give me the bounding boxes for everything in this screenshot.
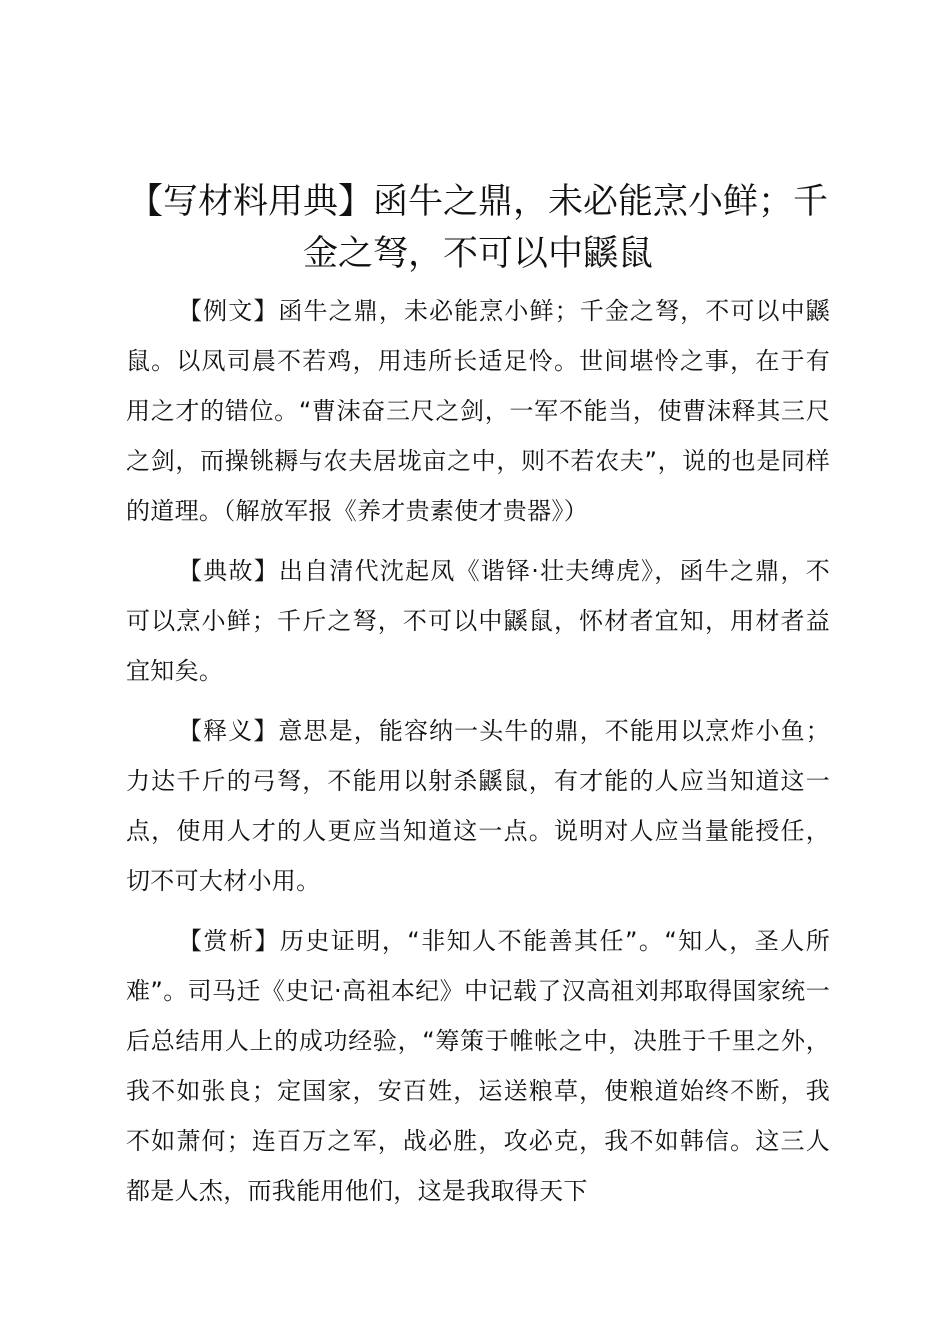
document-page xyxy=(126,0,830,1216)
paragraph-meaning: 【释义】意思是，能容纳一头牛的鼎，不能用以烹炸小鱼；力达千斤的弓弩，不能用以射杀鼷鼠，有才能的人应当知道这一点，使用人才的人更应当知道这一点。说明对人应当量能授任，切不可大材小用。 xyxy=(126,717,830,895)
paragraph-example: 【例文】函牛之鼎，未必能烹小鲜；千金之弩，不可以中鼷鼠。以凤司晨不若鸡，用违所长适足怜。世间堪怜之事，在于有用之才的错位。“曹沫奋三尺之剑，一军不能当，使曹沫释其三尺之剑，而操铫耨与农夫居垅亩之中，则不若农夫”，说的也是同样的道理。（解放军报《养才贵素使才贵器》） xyxy=(126,297,830,525)
paragraph-allusion: 【典故】出自清代沈起凤《谐铎·壮夫缚虎》，函牛之鼎，不可以烹小鲜；千斤之弩，不可以中鼷鼠，怀材者宜知，用材者益宜知矣。 xyxy=(126,557,830,685)
paragraph-appreciation: 【赏析】历史证明，“非知人不能善其任”。“知人，圣人所难”。司马迁《史记·高祖本纪》中记载了汉高祖刘邦取得国家统一后总结用人上的成功经验，“筹策于帷帐之中，决胜于千里之外，我不如张良；定国家，安百姓，运送粮草，使粮道始终不断，我不如萧何；连百万之军，战必胜，攻必克，我不如韩信。这三人都是人杰，而我能用他们，这是我取得天下 xyxy=(126,927,830,1205)
document-title: 【写材料用典】函牛之鼎，未必能烹小鲜；千金之弩，不可以中鼷鼠 xyxy=(127,182,828,274)
